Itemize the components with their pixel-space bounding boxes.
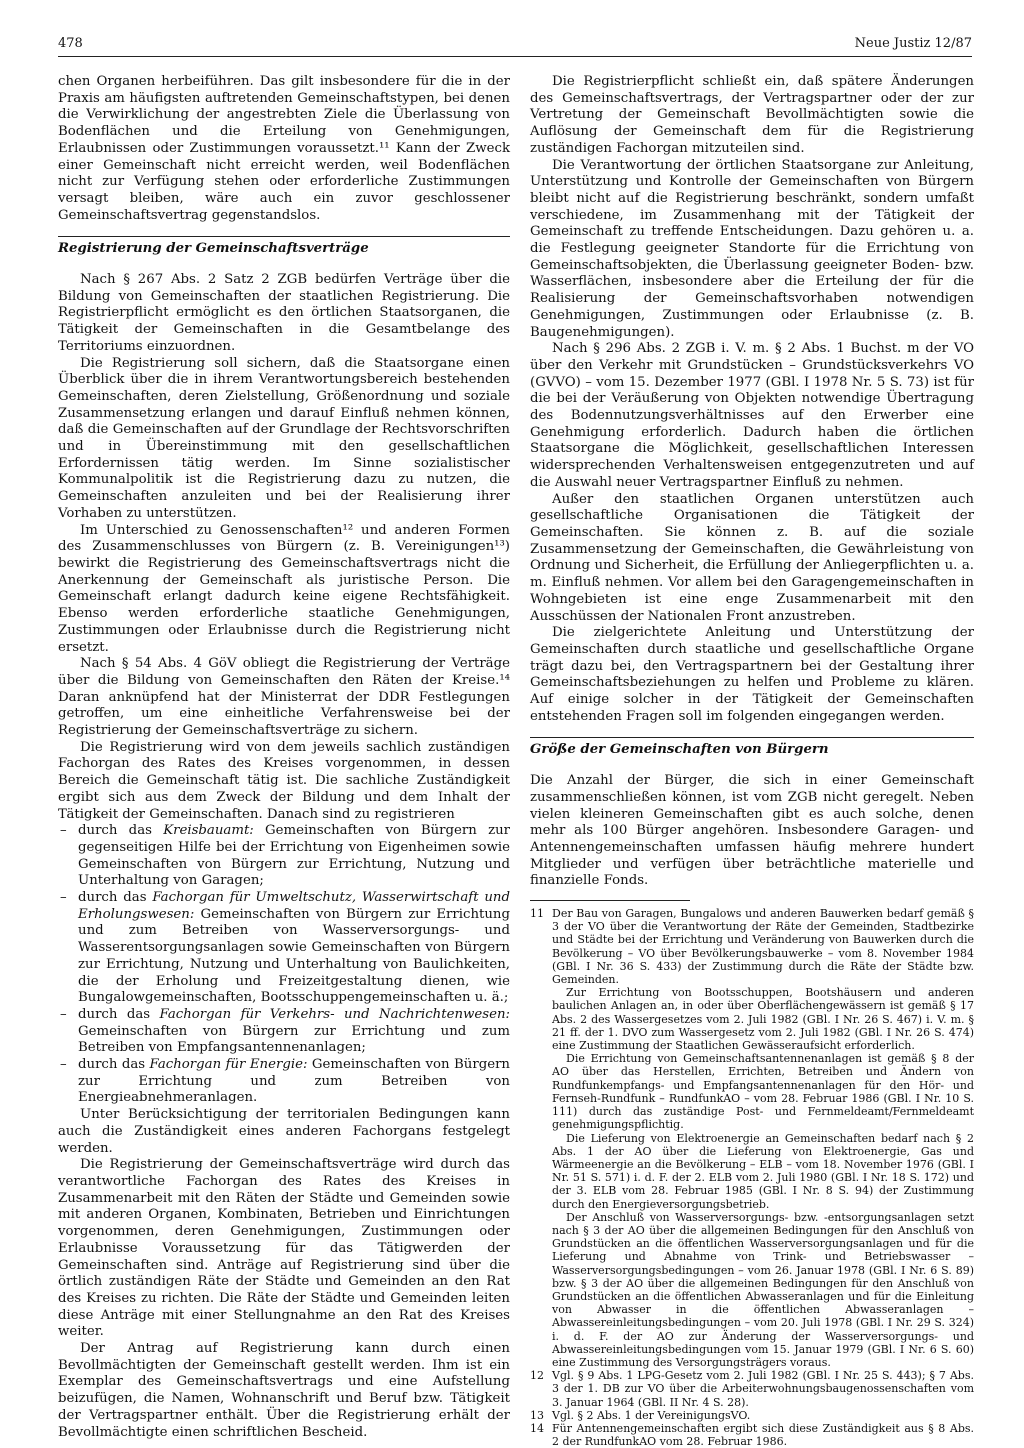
footnote-text: Für Antennengemeinschaften ergibt sich diese Zuständigkeit aus § 8 Abs. 2 der RundfunkAO vom 28. Februar 1986. bbox=[552, 1421, 974, 1448]
left-column bbox=[58, 74, 510, 1441]
paragraph: Nach § 267 Abs. 2 Satz 2 ZGB bedürfen Verträge über die Bildung von Gemeinschaften der staatlichen Registrierung. Die Registrierpflicht ermöglicht es den örtlichen Staatsorganen, die Tätigkeit der Gemeinschaften in die Gesamtbelange des Territoriums einzuordnen. bbox=[58, 272, 510, 354]
footnote-13 bbox=[530, 1409, 974, 1422]
footnote-text: Zur Errichtung von Bootsschuppen, Bootshäusern und anderen baulichen Anlagen an, in oder über Oberflächengewässern ist gemäß § 17 Abs. 2 des Wassergesetzes vom 2. Juli 1982 (GBl. I Nr. 26 S. 467) i. V. m. § 21 ff. der 1. DVO zum Wassergesetz vom 2. Juli 1982 (GBl. I Nr. 26 S. 474) eine Zustimmung der Staatlichen Gewässeraufsicht erforderlich. bbox=[552, 986, 974, 1053]
paragraph: Im Unterschied zu Genossenschaften¹² und anderen Formen des Zusammenschlusses von Bürgern (z. B. Vereinigungen¹³) bewirkt die Registrierung des Gemeinschaftsvertrags nicht die Anerkennung der Gemeinschaft als juristische Person. Die Gemeinschaft erlangt dadurch keine eigene Rechtsfähigkeit. Ebenso werden erforderliche staatliche Genehmigungen, Zustimmungen oder Erlaubnisse durch die Registrierung nicht ersetzt. bbox=[58, 522, 510, 655]
paragraph: Nach § 54 Abs. 4 GöV obliegt die Registrierung der Verträge über die Bildung von Gemeinschaften den Räten der Kreise.¹⁴ Daran anknüpfend hat der Ministerrat der DDR Festlegungen getroffen, um eine einheitliche Verfahrensweise bei der Registrierung der Gemeinschaftsverträge zu sichern. bbox=[58, 656, 510, 739]
paragraph: Die Anzahl der Bürger, die sich in einer Gemeinschaft zusammenschließen können, ist vom ZGB nicht geregelt. Neben vielen kleineren Gemeinschaften gibt es auch solche, denen mehr als 100 Bürger angehören. Insbesondere Garagen- und Antennengemeinschaften umfassen häufig mehrere hundert Mitglieder und verfügen über beträchtliche materielle und finanzielle Fonds. bbox=[530, 773, 974, 889]
list-item: – durch das Fachorgan für Verkehrs- und Nachrichtenwesen: Gemeinschaften von Bürgern zur Errichtung und zum Betreiben von Empfangsantennenanlagen; bbox=[58, 1007, 510, 1057]
paragraph: Der Antrag auf Registrierung kann durch einen Bevollmächtigten der Gemeinschaft gestellt werden. Ihm ist ein Exemplar des Gemeinschaftsvertrags und eine Aufstellung beizufügen, die Namen, Wohnanschrift und Beruf bzw. Tätigkeit der Vertragspartner enthält. Über die Registrierung erhält der Bevollmächtigte einen schriftlichen Bescheid. bbox=[58, 1341, 510, 1440]
list-item: – durch das Kreisbauamt: Gemeinschaften von Bürgern zur gegenseitigen Hilfe bei der Errichtung von Eigenheimen sowie Gemeinschaften von Bürgern zur Errichtung, Nutzung und Unterhaltung von Garagen; bbox=[58, 823, 510, 890]
paragraph: Die zielgerichtete Anleitung und Unterstützung der Gemeinschaften durch staatliche und gesellschaftliche Organe trägt dazu bei, den Vertragspartnern bei der Gestaltung ihrer Gemeinschaftsbeziehungen zu helfen und Probleme zu klären. Auf einige solcher in der Tätigkeit der Gemeinschaften entstehenden Fragen soll im folgenden eingegangen werden. bbox=[530, 625, 974, 724]
organ-name: Fachorgan für Umweltschutz, Wasserwirtschaft und Erholungswesen: bbox=[78, 890, 510, 922]
right-column bbox=[530, 74, 974, 1448]
organ-name: Fachorgan für Verkehrs- und Nachrichtenwesen: bbox=[159, 1006, 510, 1022]
paragraph: Die Registrierpflicht schließt ein, daß spätere Änderungen des Gemeinschaftsvertrags, der Vertragspartner oder der zur Vertretung der Gemeinschaft Bevollmächtigten sowie die Auflösung der Gemeinschaft dem für die Registrierung zuständigen Fachorgan mitzuteilen sind. bbox=[530, 74, 974, 156]
footnote-14 bbox=[530, 1422, 974, 1448]
page-header bbox=[58, 34, 972, 57]
footnote-number: 11 bbox=[530, 907, 544, 921]
paragraph: Die Verantwortung der örtlichen Staatsorgane zur Anleitung, Unterstützung und Kontrolle der Gemeinschaften von Bürgern bleibt nicht auf die Registrierung beschränkt, sondern umfaßt verschiedene, im Zusammenhang mit der Tätigkeit der Gemeinschaft zu treffende Entscheidungen. Dazu gehören u. a. die Festlegung geeigneter Standorte für die Errichtung von Gemeinschaftsobjekten, die Überlassung geeigneter Boden- bzw. Wasserflächen, insbesondere aber die Erteilung der für die Realisierung der Gemeinschaftsvorhaben notwendigen Genehmigungen, Zustimmungen oder Erlaubnisse (z. B. Baugenehmigungen). bbox=[530, 157, 974, 340]
paragraph: Unter Berücksichtigung der territorialen Bedingungen kann auch die Zuständigkeit eines anderen Fachorgans festgelegt werden. bbox=[58, 1107, 510, 1156]
list-item: – durch das Fachorgan für Energie: Gemeinschaften von Bürgern zur Errichtung und zum Betreiben von Energieabnehmeranlagen. bbox=[58, 1057, 510, 1107]
paragraph: Die Registrierung soll sichern, daß die Staatsorgane einen Überblick über die in ihrem Verantwortungsbereich bestehenden Gemeinschaften, deren Zielstellung, Größenordnung und soziale Zusammensetzung erlangen und darauf Einfluß nehmen können, daß die Gemeinschaften auf der Grundlage der Rechtsvorschriften und in Übereinstimmung mit den gesellschaftlichen Erfordernissen tätig werden. Im Sinne sozialistischer Kommunalpolitik ist die Registrierung dazu zu nutzen, die Gemeinschaften anzuleiten und bei der Realisierung ihrer Vorhaben zu unterstützen. bbox=[58, 355, 510, 521]
footnotes bbox=[530, 907, 974, 1448]
journal-issue: Neue Justiz 12/87 bbox=[854, 36, 972, 51]
registration-list bbox=[58, 823, 510, 1107]
footnote-number: 13 bbox=[530, 1408, 544, 1422]
page-number: 478 bbox=[58, 36, 83, 51]
footnote-text: Der Anschluß von Wasserversorgungs- bzw. -entsorgungsanlagen setzt nach § 3 der AO über die allgemeinen Bedingungen für den Anschluß von Grundstücken an die öffentlichen Wasserversorgungsanlagen und für die Lieferung und Abnahme von Trink- und Betriebswasser – Wasserversorgungsbedingungen – vom 26. Januar 1978 (GBl. I Nr. 6 S. 89) bzw. § 3 der AO über die allgemeinen Bedingungen für den Anschluß von Grundstücken an die öffentlichen Abwasseranlagen und für die Einleitung von Abwasser in die öffentlichen Abwasseranlagen – Abwassereinleitungsbedingungen – vom 20. Juli 1978 (GBl. I Nr. 29 S. 324) i. d. F. der AO zur Änderung der Wasserversorgungs- und Abwassereinleitungsbedingungen vom 15. Januar 1979 (GBl. I Nr. 6 S. 60) eine Zustimmung des Versorgungsträgers voraus. bbox=[552, 1210, 974, 1369]
footnote-text: Die Errichtung von Gemeinschaftsantennenanlagen ist gemäß § 8 der AO über das Herstellen, Errichten, Betreiben und Ändern von Rundfunkempfangs- und Empfangsantennenanlagen für den Hör- und Fernseh-Rundfunk – RundfunkAO – vom 28. Februar 1986 (GBl. I Nr. 10 S. 111) durch das zuständige Post- und Fernmeldeamt/Fernmeldeamt genehmigungspflichtig. bbox=[552, 1052, 974, 1132]
footnote-number: 14 bbox=[530, 1421, 544, 1435]
footnote-number: 12 bbox=[530, 1369, 544, 1383]
paragraph: Nach § 296 Abs. 2 ZGB i. V. m. § 2 Abs. 1 Buchst. m der VO über den Verkehr mit Grundstücken – Grundstücksverkehrs VO (GVVO) – vom 15. Dezember 1977 (GBl. I 1978 Nr. 5 S. 73) ist für die bei der Veräußerung von Objekten notwendige Übertragung des Bodennutzungsverhältnisses auf den Erwerber eine Genehmigung erforderlich. Dadurch haben die örtlichen Staatsorgane die Möglichkeit, gesellschaftlichen Interessen widersprechenden Verhaltensweisen entgegenzutreten und auf die Auswahl neuer Vertragspartner Einfluß zu nehmen. bbox=[530, 341, 974, 490]
organ-name: Kreisbauamt: bbox=[163, 823, 254, 839]
intro-paragraph: chen Organen herbeiführen. Das gilt insbesondere für die in der Praxis am häufigsten auftretenden Gemeinschaftstypen, bei denen die Verwirklichung der angestrebten Ziele die Überlassung von Bodenflächen und die Erteilung von Genehmigungen, Erlaubnissen oder Zustimmungen voraussetzt.¹¹ Kann der Zweck einer Gemeinschaft nicht erreicht werden, weil Bodenflächen nicht zur Verfügung stehen oder erforderliche Zustimmungen versagt bleiben, wäre auch ein zuvor geschlossener Gemeinschaftsvertrag gegenstandslos. bbox=[58, 74, 510, 223]
paragraph: Die Registrierung wird von dem jeweils sachlich zuständigen Fachorgan des Rates des Kreises vorgenommen, in dessen Bereich die Gemeinschaft tätig ist. Die sachliche Zuständigkeit ergibt sich aus dem Zweck der Bildung und dem Inhalt der Tätigkeit der Gemeinschaften. Danach sind zu registrieren bbox=[58, 739, 510, 822]
footnote-text: Vgl. § 9 Abs. 1 LPG-Gesetz vom 2. Juli 1982 (GBl. I Nr. 25 S. 443); § 7 Abs. 3 der 1. DB zur VO über die Arbeiterwohnungsbaugenossenschaften vom 3. Januar 1964 (GBl. II Nr. 4 S. 28). bbox=[552, 1369, 974, 1409]
list-item: – durch das Fachorgan für Umweltschutz, Wasserwirtschaft und Erholungswesen: Gemeinschaften von Bürgern zur Errichtung und zum Betreiben von Wasserversorgungs- und Wasserentsorgungsanlagen sowie Gemeinschaften von Bürgern zur Errichtung, Nutzung und Unterhaltung von Baulichkeiten, die der Erholung und Freizeitgestaltung dienen, wie Bungalowgemeinschaften, Bootsschuppengemeinschaften u. ä.; bbox=[58, 890, 510, 1007]
footnote-text: Der Bau von Garagen, Bungalows und anderen Bauwerken bedarf gemäß § 3 der VO über die Verantwortung der Räte der Gemeinden, Stadtbezirke und Städte bei der Errichtung und Veränderung von Bauwerken durch die Bevölkerung – VO über Bevölkerungsbauwerke – vom 8. November 1984 (GBl. I Nr. 36 S. 433) der Zustimmung durch die Räte der Städte bzw. Gemeinden. bbox=[552, 907, 974, 987]
footnote-text: Vgl. § 2 Abs. 1 der VereinigungsVO. bbox=[552, 1408, 751, 1422]
paragraph: Außer den staatlichen Organen unterstützen auch gesellschaftliche Organisationen die Tätigkeit der Gemeinschaften. Sie können z. B. auf die soziale Zusammensetzung der Gemeinschaften, die Gewährleistung von Ordnung und Sicherheit, die Erfüllung der Anliegerpflichten u. a. m. Einfluß nehmen. Vor allem bei den Garagengemeinschaften in Wohngebieten ist eine enge Zusammenarbeit mit den Ausschüssen der Nationalen Front anzustreben. bbox=[530, 491, 974, 624]
section-heading-groesse: Größe der Gemeinschaften von Bürgern bbox=[530, 737, 974, 759]
footnote-divider bbox=[530, 900, 690, 901]
footnote-11 bbox=[530, 907, 974, 1369]
paragraph: Die Registrierung der Gemeinschaftsverträge wird durch das verantwortliche Fachorgan des Rates des Kreises in Zusammenarbeit mit den Räten der Städte und Gemeinden sowie mit anderen Organen, Kombinaten, Betrieben und Einrichtungen vorgenommen, deren Genehmigungen, Zustimmungen oder Erlaubnisse Voraussetzung für das Tätigwerden der Gemeinschaften sind. Anträge auf Registrierung sind über die örtlich zuständigen Räte der Städte und Gemeinden an den Rat des Kreises zu richten. Die Räte der Städte und Gemeinden leiten diese Anträge mit einer Stellungnahme an den Rat des Kreises weiter. bbox=[58, 1157, 510, 1340]
section-heading-registrierung: Registrierung der Gemeinschaftsverträge bbox=[58, 236, 510, 258]
organ-name: Fachorgan für Energie: bbox=[149, 1057, 308, 1073]
footnote-text: Die Lieferung von Elektroenergie an Gemeinschaften bedarf nach § 2 Abs. 1 der AO über die Lieferung von Elektroenergie, Gas und Wärmeenergie an die Bevölkerung – ELB – vom 18. November 1976 (GBl. I Nr. 51 S. 571) i. d. F. der 2. ELB vom 2. Juli 1980 (GBl. I Nr. 18 S. 172) und der 3. ELB vom 28. Februar 1985 (GBl. I Nr. 8 S. 94) der Zustimmung durch den Energieversorgungsbetrieb. bbox=[552, 1131, 974, 1211]
footnote-12 bbox=[530, 1369, 974, 1409]
